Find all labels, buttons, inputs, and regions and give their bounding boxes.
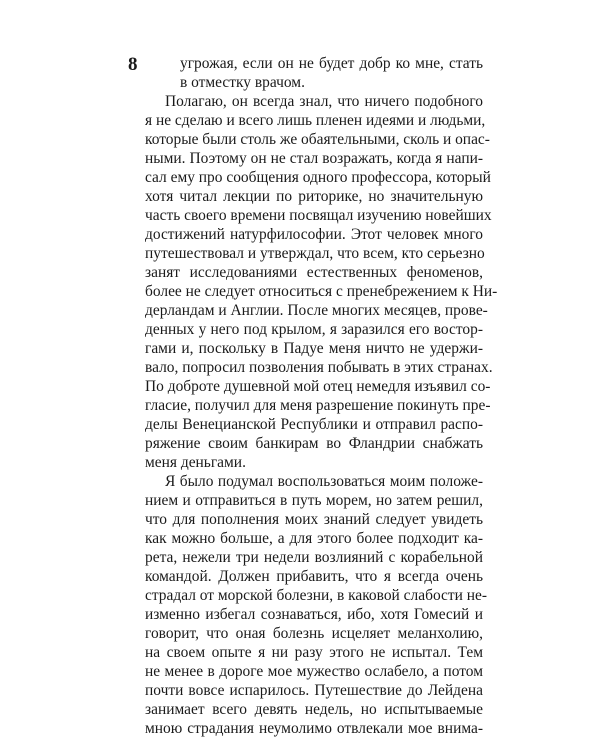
text-line: занимает всего девять недель, но испытываемые: [145, 701, 483, 718]
text-line: Полагаю, он всегда знал, что ничего подобного: [165, 93, 483, 110]
text-line: часть своего времени посвящал изучению новейших: [145, 207, 492, 224]
text-line: ными. Поэтому он не стал возражать, когда я напи-: [145, 150, 483, 167]
text-line: как можно больше, а для этого более подходит ка-: [145, 530, 483, 547]
text-line: хотя читал лекции по риторике, но значительную: [145, 188, 483, 205]
text-line: мною страдания неумолимо отвлекали мое внима-: [145, 720, 483, 737]
text-line: дерландам и Англии. После многих месяцев, прове-: [145, 302, 488, 319]
text-line: говорит, что оная болезнь исцеляет меланхолию,: [145, 625, 483, 642]
text-line: ряжение своим банкирам во Фландрии снабжать: [145, 435, 483, 452]
text-line: вало, попросил позволения побывать в этих странах.: [145, 359, 493, 376]
text-line: По доброте душевной мой отец немедля изъявил со-: [145, 378, 491, 395]
text-line: гами и, поскольку в Падуе меня ничто не удержи-: [145, 340, 483, 357]
text-line: страдал от морской болезни, в каковой слабости не-: [145, 587, 488, 604]
text-line: гласие, получил для меня разрешение покинуть пре-: [145, 397, 491, 414]
text-line: Я было подумал воспользоваться моим положе-: [165, 473, 483, 490]
text-line: я не сделаю и всего лишь пленен идеями и людьми,: [145, 112, 486, 129]
text-line: достижений натурфилософии. Этот человек много: [145, 226, 483, 243]
text-line: занят исследованиями естественных феноменов,: [145, 264, 483, 281]
text-line: сал ему про сообщения одного профессора, который: [145, 169, 491, 186]
text-line: изменно избегал сознаваться, ибо, хотя Гомесий и: [145, 606, 483, 623]
text-line: в отместку врачом.: [180, 74, 305, 91]
text-line: которые были столь же обаятельными, сколь и опас-: [145, 131, 490, 148]
text-line: на своем опыте я ни разу этого не испытал. Тем: [145, 644, 483, 661]
text-line: нием и отправиться в путь морем, но затем решил,: [145, 492, 483, 509]
page-number: 8: [128, 54, 138, 75]
text-line: делы Венецианской Республики и отправил распо-: [145, 416, 483, 433]
text-line: командой. Должен прибавить, что я всегда очень: [145, 568, 483, 585]
text-line: путешествовал и утверждал, что всем, кто серьезно: [145, 245, 485, 262]
text-line: меня деньгами.: [145, 454, 246, 471]
text-line: что для пополнения моих знаний следует увидеть: [145, 511, 483, 528]
text-line: более не следует относиться с пренебрежением к Ни-: [145, 283, 498, 300]
text-line: не менее в дороге мое мужество ослабело, а потом: [145, 663, 483, 680]
text-line: рета, нежели три недели возлияний с корабельной: [145, 549, 483, 566]
text-line: почти вовсе испарилось. Путешествие до Лейдена: [145, 682, 483, 699]
text-line: денных у него под крылом, я заразился его востор-: [145, 321, 483, 338]
text-line: угрожая, если он не будет добр ко мне, стать: [180, 55, 483, 72]
